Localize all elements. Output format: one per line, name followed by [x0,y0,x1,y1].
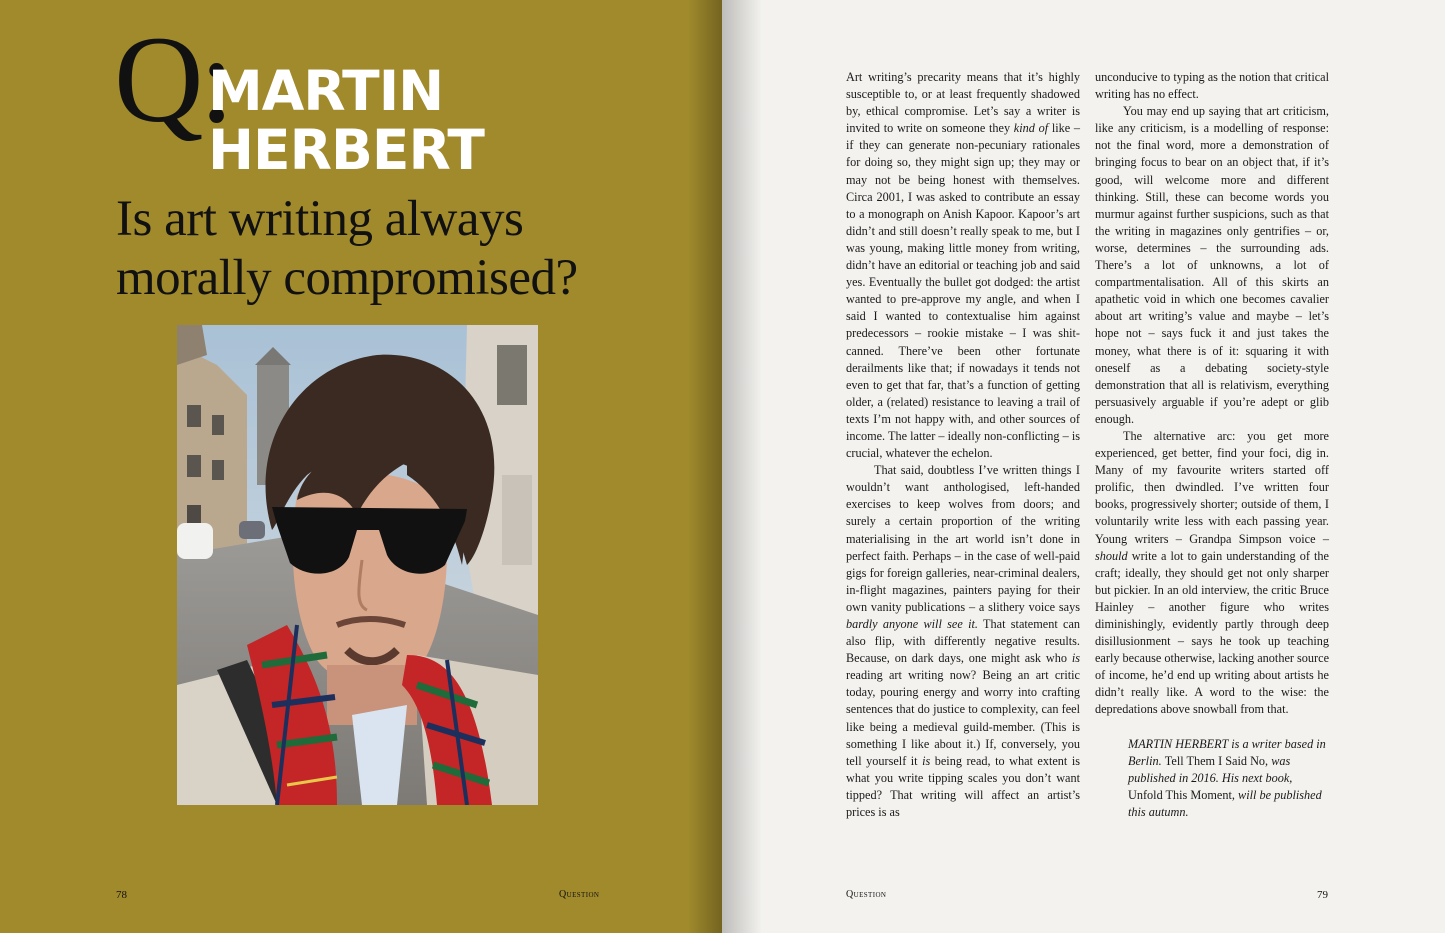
text-run: That statement can also flip, with differently negative results. Because, on dark days, one might ask who [846,617,1081,666]
bio-text: was published in 2016. His next book, [1128,753,1293,785]
text-run: write a lot to gain understanding of the craft; ideally, they should get not only sharper but pickier. In an old interview, the critic Bruce Hainley – another figure who writes diminishingly, evidently partly through deep disillusionment – says he took up teaching early because otherwise, lacking another source of income, he’d end up writing about artists he didn’t really like. A word to the wise: the depredations above snowball from that. [1095,548,1330,717]
text-run: Art writing’s precarity means that it’s highly susceptible to, or at least frequently shadowed by, ethical compromise. Let’s say a writer is invited to write on someone they [846,70,1080,136]
author-name-last: HERBERT [208,118,484,182]
q-mark: Q: [114,11,230,148]
article-column-1 [846,69,1080,821]
headline-line-1: Is art writing always [116,191,524,247]
author-name-first: MARTIN [208,59,444,123]
paragraph [846,69,1080,462]
paragraph [1095,428,1329,719]
paragraph: unconducive to typing as the notion that critical writing has no effect. [1095,70,1329,102]
article-column-2 [1095,69,1329,821]
author-bio [1095,736,1329,821]
bio-text: MARTIN HERBERT is a writer based in Berlin. [1128,736,1326,768]
emphasis: bardly anyone will see it. [846,617,978,631]
text-run: That said, doubtless I’ve written things I wouldn’t want anthologised, left-handed exercises to keep wolves from doors; and surely a certain proportion of the writing materialising in the art world isn’t done in perfect faith. Perhaps – in the case of well-paid gigs for foreign galleries, near-criminal dealers, in-flight magazines, painters paying for their own vanity publications – a slithery voice says [846,463,1080,614]
running-head-left: Question [559,889,600,900]
headline [116,190,716,308]
page-number-left: 78 [116,889,127,901]
emphasis: is [1071,651,1080,666]
author-portrait-photo [177,325,538,805]
book-title: Unfold This Moment, [1128,787,1235,802]
text-run: like – if they can generate non-pecuniary rationales for doing so, they might sign up; they may or may not be being honest with themselves. Circa 2001, I was asked to contribute an essay to a monograph on Anish Kapoor. Kapoor’s art didn’t and still doesn’t really speak to me, but I was young, making little money from writing, didn’t have an editorial or teaching job and said yes. Eventually the bullet got dodged: the artist wanted to pre-approve my angle, and when I said I wanted to contextualise him against predecessors – rookie mistake – I was shit-canned. There’ve been other fortunate derailments like that; if nowadays it tends not even to get that far, that’s a function of getting older, a (related) resistance to leaving a trail of texts I’m not happy with, and other sources of income. The latter – ideally non-conflicting – is crucial, whatever the echelon. [846,121,1081,461]
left-page [0,0,722,933]
headline-line-2: morally compromised? [116,250,578,306]
text-run: being read, to what extent is what you write tipping scales you don’t want tipped? That writing will affect an artist’s prices is as [846,753,1080,820]
page-number-right: 79 [1317,889,1328,901]
running-head-right: Question [846,889,887,900]
paragraph [846,462,1080,821]
text-run: reading art writing now? Being an art critic today, pouring energy and worry into crafting sentences that do justice to complexity, can feel like being a medieval guild-member. (This is something I like about it.) If, conversely, you tell yourself it [846,668,1080,768]
emphasis: should [1095,548,1128,563]
book-title: Tell Them I Said No, [1164,753,1269,768]
right-page [722,0,1445,933]
emphasis: is [922,753,931,768]
emphasis: kind of [1013,121,1049,136]
bio-text: will be published this autumn. [1128,787,1322,819]
paragraph: You may end up saying that art criticism, like any criticism, is a modelling of response: not the final word, more a demonstration of bringing focus to bear on an object that, if it’s good, will welcome more and different thinking. Still, these can become words you murmur against further suspicions, such as that the writing in magazines only gentrifies – or, worse, determines – the surrounding ads. There’s a lot of unknowns, a lot of compartmentalisation. All of this skirts an apathetic void in which one becomes cavalier about art writing’s value and maybe – let’s hope not – says fuck it and just takes the money, what there is of it: squaring it with oneself as a debating society-style demonstration that all is relativism, everything persuasively arguable if you’re adept or glib enough. [1095,104,1329,426]
text-run: The alternative arc: you get more experienced, get better, find your foci, dig in. Many of my favourite writers started off prolific, then dwindled. I’ve written four books, progressively shorter; outside of them, I voluntarily write less with each passing year. Young writers – Grandpa Simpson voice – [1095,428,1329,546]
